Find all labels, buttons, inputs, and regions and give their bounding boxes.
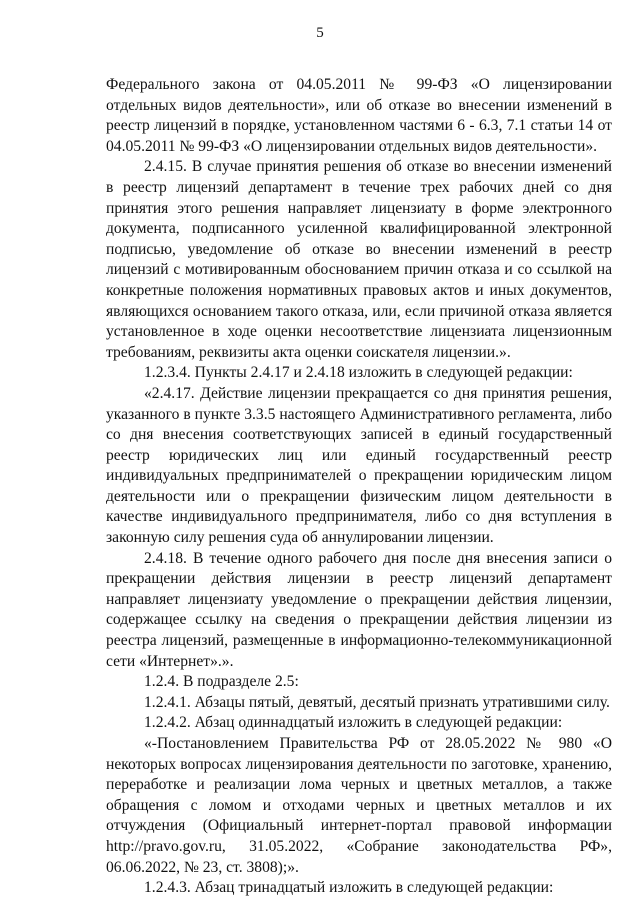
page-number: 5 bbox=[316, 25, 324, 41]
paragraph-1-2-3-4: 1.2.3.4. Пункты 2.4.17 и 2.4.18 изложить в следующей редакции: bbox=[144, 364, 573, 382]
paragraph-2-4-18: 2.4.18. В течение одного рабочего дня после дня внесения записи о прекращении действия лицензии в реестр лицензий департамент направляет лицензиату уведомление о прекращении действия лицензии, содержащее ссылку на сведения о прекращении действия лицензии из реестра лицензий, размещенные в информационно-телекоммуникационной сети «Интернет».». bbox=[106, 549, 612, 670]
paragraph-2-4-17: «2.4.17. Действие лицензии прекращается со дня принятия решения, указанного в пункте 3.3.5 настоящего Административного регламента, либо со дня внесения соответствующих записей в единый государственный реестр юридических лиц или единый государственный реестр индивидуальных предпринимателей о прекращении юридическим лицом деятельности или о прекращении физическим лицом деятельности в качестве индивидуального предпринимателя, либо со дня вступления в законную силу решения суда об аннулировании лицензии. bbox=[106, 384, 612, 547]
paragraph-1-2-4-3: 1.2.4.3. Абзац тринадцатый изложить в следующей редакции: bbox=[144, 879, 554, 897]
paragraph-government-decree: «-Постановлением Правительства РФ от 28.05.2022 № 980 «О некоторых вопросах лицензирования деятельности по заготовке, хранению, переработке и реализации лома черных и цветных металлов, а также обращения с ломом и отходами черных и цветных металлов и их отчуждения (Официальный интернет-портал правовой информации http://pravo.gov.ru, 31.05.2022, «Собрание законодательства РФ», 06.06.2022, № 23, ст. 3808);». bbox=[106, 735, 612, 876]
paragraph-1-2-4-1: 1.2.4.1. Абзацы пятый, девятый, десятый признать утратившими силу. bbox=[144, 693, 610, 711]
paragraph-federal-law-continuation: Федерального закона от 04.05.2011 № 99-ФЗ «О лицензировании отдельных видов деятельности», или об отказе во внесении изменений в реестр лицензий в порядке, установленном частями 6 - 6.3, 7.1 статьи 14 от 04.05.2011 № 99-ФЗ «О лицензировании отдельных видов деятельности». bbox=[106, 76, 612, 155]
document-body bbox=[106, 75, 612, 899]
paragraph-1-2-4: 1.2.4. В подразделе 2.5: bbox=[144, 673, 299, 691]
paragraph-1-2-4-2: 1.2.4.2. Абзац одиннадцатый изложить в следующей редакции: bbox=[144, 714, 563, 732]
paragraph-2-4-15: 2.4.15. В случае принятия решения об отказе во внесении изменений в реестр лицензий департамент в течение трех рабочих дней со дня принятия этого решения направляет лицензиату в форме электронного документа, подписанного усиленной квалифицированной электронной подписью, уведомление об отказе во внесении изменений в реестр лицензий с мотивированным обоснованием причин отказа и со ссылкой на конкретные положения нормативных правовых актов и иных документов, являющихся основанием такого отказа, или, если причиной отказа является установленное в ходе оценки несоответствие лицензиата лицензионным требованиям, реквизиты акта оценки соискателя лицензии.». bbox=[106, 158, 612, 361]
